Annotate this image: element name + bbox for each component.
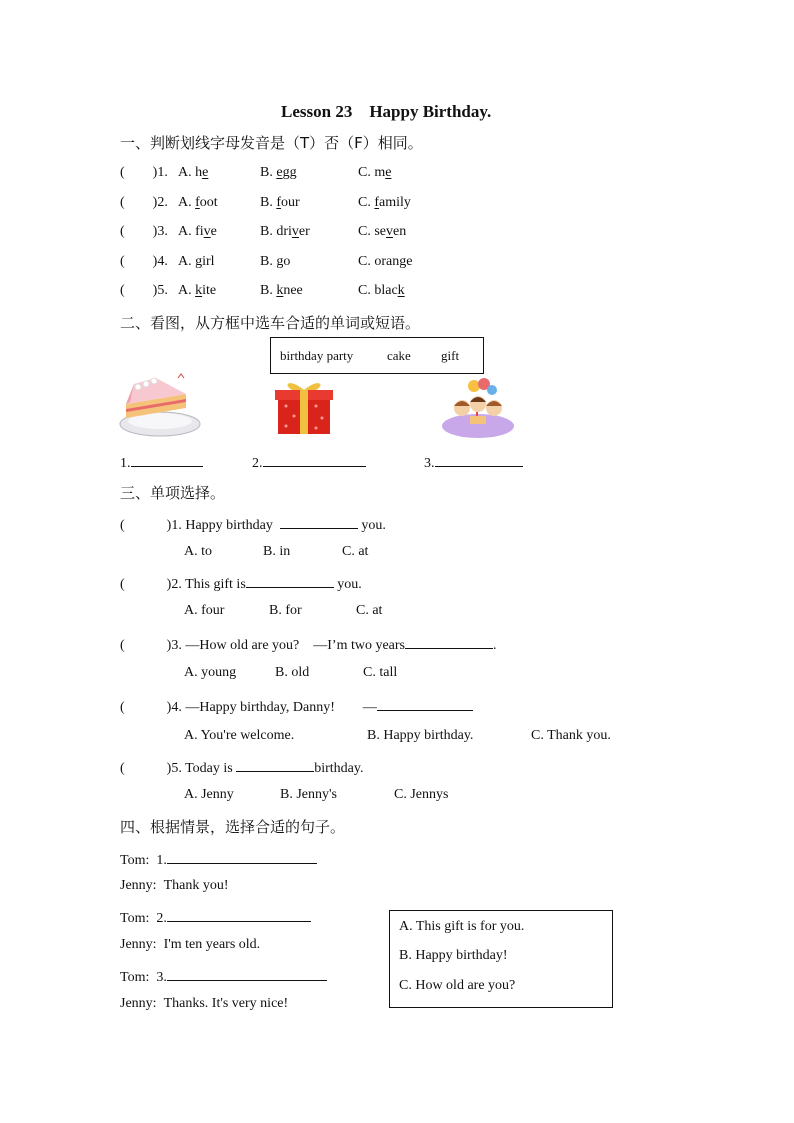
- dialogue-line: Jenny: Thanks. It's very nice!: [120, 996, 289, 1011]
- dialogue-line: Jenny: I'm ten years old.: [120, 937, 261, 952]
- option[interactable]: C. at: [342, 544, 369, 559]
- phonics-row: [120, 195, 168, 211]
- underlined-letter: g: [399, 254, 407, 269]
- word-text: e: [406, 254, 413, 269]
- question-2: ( )2. This gift is you.: [120, 573, 362, 593]
- word-text: nee: [283, 283, 303, 298]
- phonics-row: [120, 165, 168, 181]
- answer-blank-3[interactable]: [424, 452, 523, 472]
- section1-heading: 一、判断划线字母发音是（T）否（F）相同。: [120, 134, 423, 152]
- section2-heading: 二、看图，从方框中选车合适的单词或短语。: [120, 314, 421, 332]
- underlined-letter: v: [291, 224, 299, 239]
- answer-paren[interactable]: (: [120, 638, 125, 653]
- word-text: B.: [260, 283, 277, 298]
- option[interactable]: B. old: [275, 665, 310, 680]
- underlined-letter: f: [374, 195, 380, 210]
- word-option: [178, 195, 218, 211]
- dialogue-blank[interactable]: [167, 966, 327, 981]
- word-option: [260, 254, 290, 270]
- word-text: A. fi: [178, 224, 204, 239]
- answer-paren[interactable]: (: [120, 518, 125, 533]
- dialogue-blank[interactable]: [167, 849, 317, 864]
- item-number: )3.: [152, 224, 168, 239]
- word-text: B.: [260, 165, 277, 180]
- item-number: )2.: [152, 195, 168, 210]
- word-text: C. se: [358, 224, 386, 239]
- underlined-letter: k: [397, 283, 405, 298]
- option[interactable]: A. Jenny: [184, 787, 234, 802]
- sentence-options-box: [389, 910, 613, 1008]
- phonics-row: [120, 283, 168, 299]
- word-option: [358, 283, 405, 299]
- sentence-option[interactable]: C. How old are you?: [399, 978, 516, 993]
- underlined-letter: g: [195, 254, 203, 269]
- blank-number: 2.: [252, 456, 263, 471]
- word-box-item: gift: [441, 348, 460, 363]
- options-1: [184, 544, 369, 560]
- word-text: B.: [260, 254, 277, 269]
- word-text: ite: [202, 283, 217, 298]
- dialogue-line: Tom: 2.: [120, 907, 311, 927]
- answer-blank-1[interactable]: [120, 452, 203, 472]
- word-text: our: [281, 195, 300, 210]
- word-text: gg: [282, 165, 297, 180]
- word-text: A.: [178, 195, 196, 210]
- word-text: A. h: [178, 165, 203, 180]
- word-box: [270, 337, 484, 374]
- question-5: ( )5. Today is birthday.: [120, 757, 363, 777]
- word-option: [358, 165, 391, 181]
- underlined-letter: k: [195, 283, 203, 298]
- option[interactable]: C. Jennys: [394, 787, 449, 802]
- word-text: B. dri: [260, 224, 292, 239]
- option[interactable]: C. tall: [363, 665, 398, 680]
- underlined-letter: e: [385, 165, 392, 180]
- question-1: ( )1. Happy birthday you.: [120, 514, 386, 534]
- word-text: C.: [358, 195, 375, 210]
- options-5: [184, 787, 449, 803]
- word-option: [260, 195, 300, 211]
- word-option: [260, 283, 303, 299]
- underlined-letter: k: [276, 283, 284, 298]
- word-text: A.: [178, 254, 196, 269]
- option[interactable]: A. four: [184, 603, 225, 618]
- word-text: en: [393, 224, 407, 239]
- word-text: amily: [379, 195, 411, 210]
- word-option: [178, 254, 215, 270]
- word-option: [260, 165, 297, 181]
- question-3: ( )3. —How old are you? —I’m two years .: [120, 634, 497, 654]
- dialogue-line: Tom: 1.: [120, 849, 317, 869]
- answer-paren[interactable]: (: [120, 254, 125, 269]
- answer-paren[interactable]: (: [120, 577, 125, 592]
- option[interactable]: C. Thank you.: [531, 728, 611, 743]
- item-number: )5.: [152, 283, 168, 298]
- word-text: C. blac: [358, 283, 398, 298]
- answer-paren[interactable]: (: [120, 195, 125, 210]
- word-option: [178, 224, 217, 240]
- answer-blank-2[interactable]: [252, 452, 366, 472]
- word-option: [358, 224, 406, 240]
- dialogue-line: Jenny: Thank you!: [120, 878, 229, 893]
- underlined-letter: v: [203, 224, 211, 239]
- option[interactable]: C. at: [356, 603, 383, 618]
- answer-paren[interactable]: (: [120, 283, 125, 298]
- underlined-letter: f: [195, 195, 200, 210]
- underlined-letter: e: [276, 165, 283, 180]
- word-text: oot: [199, 195, 218, 210]
- word-box-item: birthday party: [280, 348, 354, 363]
- cake-image: [118, 372, 204, 440]
- word-option: [178, 165, 208, 181]
- answer-paren[interactable]: (: [120, 165, 125, 180]
- word-text: A.: [178, 283, 196, 298]
- options-2: [184, 603, 383, 619]
- birthday-party-image: [440, 378, 518, 440]
- option[interactable]: B. for: [269, 603, 302, 618]
- word-text: e: [210, 224, 217, 239]
- page-title: Lesson 23 Happy Birthday.: [281, 102, 492, 121]
- word-box-item: cake: [387, 348, 411, 363]
- answer-paren[interactable]: (: [120, 761, 125, 776]
- question-4: ( )4. —Happy birthday, Danny! —: [120, 696, 473, 716]
- option[interactable]: A. young: [184, 665, 237, 680]
- dialogue-blank[interactable]: [167, 907, 311, 922]
- section3-heading: 三、单项选择。: [120, 484, 226, 502]
- underlined-letter: e: [202, 165, 209, 180]
- option[interactable]: B. in: [263, 544, 291, 559]
- word-text: irl: [202, 254, 215, 269]
- word-text: o: [283, 254, 291, 269]
- answer-paren[interactable]: (: [120, 224, 125, 239]
- option[interactable]: B. Happy birthday.: [367, 728, 474, 743]
- sentence-option[interactable]: A. This gift is for you.: [399, 919, 525, 934]
- blank-number: 3.: [424, 456, 435, 471]
- options-3: [184, 665, 398, 681]
- options-4: [184, 728, 611, 744]
- dialogue-line: Tom: 3.: [120, 966, 327, 986]
- item-number: )4.: [152, 254, 168, 269]
- option[interactable]: A. You're welcome.: [184, 728, 295, 743]
- word-option: [358, 195, 411, 211]
- underlined-letter: g: [276, 254, 284, 269]
- phonics-row: [120, 224, 168, 240]
- word-text: C. m: [358, 165, 386, 180]
- word-option: [358, 254, 412, 270]
- underlined-letter: f: [276, 195, 282, 210]
- option[interactable]: B. Jenny's: [280, 787, 337, 802]
- word-option: [178, 283, 216, 299]
- word-option: [260, 224, 310, 240]
- answer-paren[interactable]: (: [120, 700, 125, 715]
- phonics-row: [120, 254, 168, 270]
- word-text: C. oran: [358, 254, 400, 269]
- underlined-letter: v: [386, 224, 393, 239]
- word-text: er: [298, 224, 310, 239]
- word-text: B.: [260, 195, 277, 210]
- option[interactable]: A. to: [184, 544, 212, 559]
- section4-heading: 四、根据情景，选择合适的句子。: [120, 818, 346, 836]
- gift-image: [272, 376, 336, 438]
- sentence-option[interactable]: B. Happy birthday!: [399, 948, 508, 963]
- blank-number: 1.: [120, 456, 131, 471]
- item-number: )1.: [152, 165, 168, 180]
